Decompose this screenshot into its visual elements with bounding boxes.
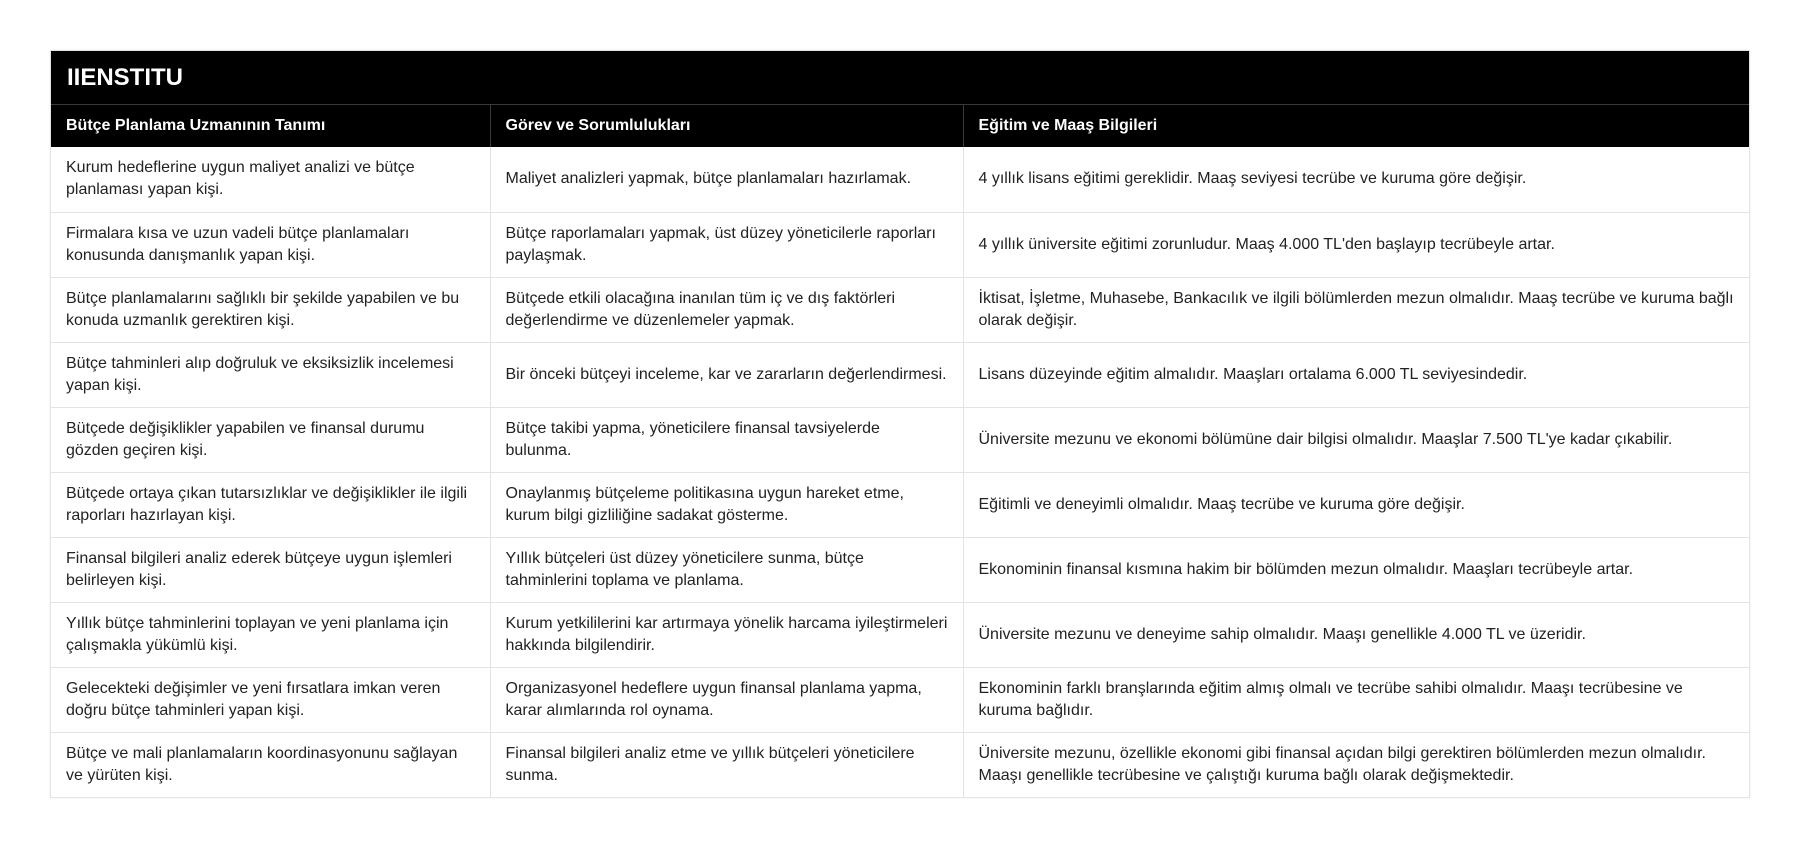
cell-duties: Bütçe takibi yapma, yöneticilere finansal tavsiyelerde bulunma.	[490, 407, 963, 472]
cell-duties: Bütçe raporlamaları yapmak, üst düzey yöneticilerle raporları paylaşmak.	[490, 212, 963, 277]
column-header-duties: Görev ve Sorumlulukları	[490, 105, 963, 147]
header-row	[51, 105, 1749, 147]
cell-education-salary: 4 yıllık lisans eğitimi gereklidir. Maaş seviyesi tecrübe ve kuruma göre değişir.	[963, 147, 1749, 212]
cell-duties: Bütçede etkili olacağına inanılan tüm iç ve dış faktörleri değerlendirme ve düzenlemeler yapmak.	[490, 277, 963, 342]
cell-education-salary: Ekonominin finansal kısmına hakim bir bölümden mezun olmalıdır. Maaşları tecrübeyle artar.	[963, 537, 1749, 602]
table-row	[51, 277, 1749, 342]
cell-definition: Bütçe planlamalarını sağlıklı bir şekilde yapabilen ve bu konuda uzmanlık gerektiren kişi.	[51, 277, 490, 342]
table-row	[51, 732, 1749, 797]
table-body	[51, 147, 1749, 797]
cell-education-salary: Lisans düzeyinde eğitim almalıdır. Maaşları ortalama 6.000 TL seviyesindedir.	[963, 342, 1749, 407]
cell-education-salary: Üniversite mezunu ve deneyime sahip olmalıdır. Maaşı genellikle 4.000 TL ve üzeridir.	[963, 602, 1749, 667]
cell-duties: Finansal bilgileri analiz etme ve yıllık bütçeleri yöneticilere sunma.	[490, 732, 963, 797]
cell-definition: Gelecekteki değişimler ve yeni fırsatlara imkan veren doğru bütçe tahminleri yapan kişi.	[51, 667, 490, 732]
table-row	[51, 407, 1749, 472]
cell-duties: Maliyet analizleri yapmak, bütçe planlamaları hazırlamak.	[490, 147, 963, 212]
cell-duties: Organizasyonel hedeflere uygun finansal planlama yapma, karar alımlarında rol oynama.	[490, 667, 963, 732]
cell-education-salary: Eğitimli ve deneyimli olmalıdır. Maaş tecrübe ve kuruma göre değişir.	[963, 472, 1749, 537]
cell-duties: Yıllık bütçeleri üst düzey yöneticilere sunma, bütçe tahminlerini toplama ve planlama.	[490, 537, 963, 602]
table-row	[51, 472, 1749, 537]
content-table-card	[50, 50, 1750, 798]
table-row	[51, 212, 1749, 277]
table-header	[51, 105, 1749, 147]
column-header-education-salary: Eğitim ve Maaş Bilgileri	[963, 105, 1749, 147]
brand-header: IIENSTITU	[51, 51, 1749, 105]
cell-duties: Bir önceki bütçeyi inceleme, kar ve zararların değerlendirmesi.	[490, 342, 963, 407]
table-row	[51, 667, 1749, 732]
table-row	[51, 342, 1749, 407]
cell-duties: Onaylanmış bütçeleme politikasına uygun hareket etme, kurum bilgi gizliliğine sadakat gösterme.	[490, 472, 963, 537]
cell-definition: Finansal bilgileri analiz ederek bütçeye uygun işlemleri belirleyen kişi.	[51, 537, 490, 602]
cell-definition: Firmalara kısa ve uzun vadeli bütçe planlamaları konusunda danışmanlık yapan kişi.	[51, 212, 490, 277]
cell-duties: Kurum yetkililerini kar artırmaya yönelik harcama iyileştirmeleri hakkında bilgilendirir.	[490, 602, 963, 667]
table-row	[51, 602, 1749, 667]
cell-education-salary: Üniversite mezunu ve ekonomi bölümüne dair bilgisi olmalıdır. Maaşlar 7.500 TL'ye kadar çıkabilir.	[963, 407, 1749, 472]
cell-definition: Yıllık bütçe tahminlerini toplayan ve yeni planlama için çalışmakla yükümlü kişi.	[51, 602, 490, 667]
table-row	[51, 147, 1749, 212]
info-table	[51, 105, 1749, 797]
cell-definition: Bütçede değişiklikler yapabilen ve finansal durumu gözden geçiren kişi.	[51, 407, 490, 472]
cell-education-salary: Üniversite mezunu, özellikle ekonomi gibi finansal açıdan bilgi gerektiren bölümlerden mezun olmalıdır. Maaşı genellikle tecrübesine ve çalıştığı kuruma bağlı olarak değişmektedir.	[978, 744, 1706, 784]
cell-definition: Bütçe ve mali planlamaların koordinasyonunu sağlayan ve yürüten kişi.	[51, 732, 490, 797]
cell-definition: Bütçede ortaya çıkan tutarsızlıklar ve değişiklikler ile ilgili raporları hazırlayan kişi.	[51, 472, 490, 537]
column-header-definition: Bütçe Planlama Uzmanının Tanımı	[51, 105, 490, 147]
table-row	[51, 537, 1749, 602]
cell-education-salary: 4 yıllık üniversite eğitimi zorunludur. Maaş 4.000 TL'den başlayıp tecrübeyle artar.	[963, 212, 1749, 277]
cell-definition: Kurum hedeflerine uygun maliyet analizi ve bütçe planlaması yapan kişi.	[51, 147, 490, 212]
cell-education-salary: Ekonominin farklı branşlarında eğitim almış olmalı ve tecrübe sahibi olmalıdır. Maaşı tecrübesine ve kuruma bağlıdır.	[963, 667, 1749, 732]
cell-education-salary: İktisat, İşletme, Muhasebe, Bankacılık ve ilgili bölümlerden mezun olmalıdır. Maaş tecrübe ve kuruma bağlı olarak değişir.	[963, 277, 1749, 342]
cell-definition: Bütçe tahminleri alıp doğruluk ve eksiksizlik incelemesi yapan kişi.	[51, 342, 490, 407]
